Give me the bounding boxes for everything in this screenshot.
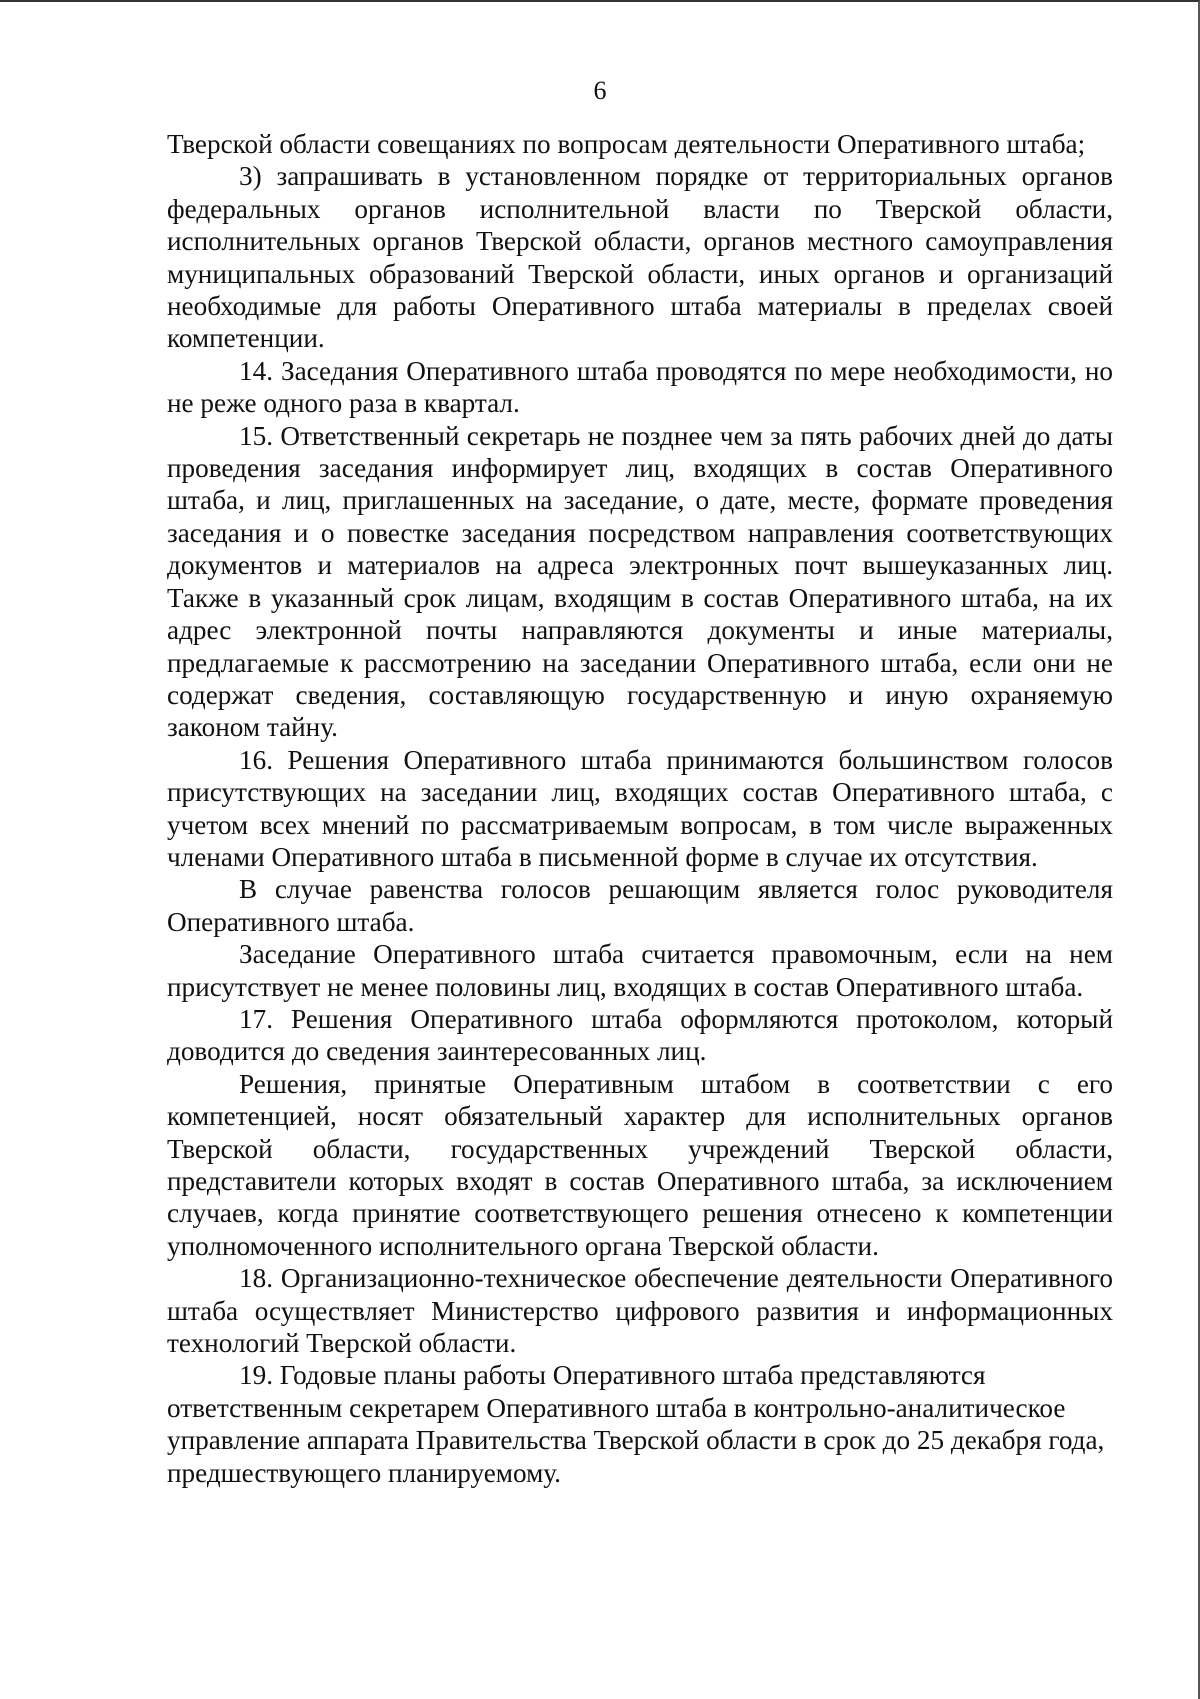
paragraph-16: 16. Решения Оперативного штаба принимаются большинством голосов присутствующих на заседании лиц, входящих состав Оперативного штаба, с учетом всех мнений по рассматриваемым вопросам, в том числе выраженных членами Оперативного штаба в письменной форме в случае их отсутствия. [167,744,1113,872]
paragraph-16-tie-vote: В случае равенства голосов решающим является голос руководителя Оперативного штаба. [167,874,1113,937]
paragraph-15: 15. Ответственный секретарь не позднее чем за пять рабочих дней до даты проведения заседания информирует лиц, входящих в состав Оперативного штаба, и лиц, приглашенных на заседание, о дате, месте, формате проведения заседания и о повестке заседания посредством направления соответствующих документов и материалов на адреса электронных почт вышеуказанных лиц. Также в указанный срок лицам, входящим в состав Оперативного штаба, на их адрес электронной почты направляются документы и иные материалы, предлагаемые к рассмотрению на заседании Оперативного штаба, если они не содержат сведения, составляющую государственную и иную охраняемую законом тайну. [167,420,1113,743]
paragraph-14: 14. Заседания Оперативного штаба проводятся по мере необходимости, но не реже одного раза в квартал. [167,355,1113,419]
document-body [167,128,1113,1489]
paragraph-17-decisions: Решения, принятые Оперативным штабом в соответствии с его компетенцией, носят обязательный характер для исполнительных органов Тверской области, государственных учреждений Тверской области, представители которых входят в состав Оперативного штаба, за исключением случаев, когда принятие соответствующего решения отнесено к компетенции уполномоченного исполнительного органа Тверской области. [167,1068,1113,1261]
paragraph-continuation: Тверской области совещаниях по вопросам деятельности Оперативного штаба; [167,129,1086,159]
page-number: 6 [593,76,607,105]
paragraph-19: 19. Годовые планы работы Оперативного штаба представляются ответственным секретарем Оперативного штаба в контрольно-аналитическое управление аппарата Правительства Тверской области в срок до 25 декабря года, предшествующего планируемому. [167,1360,1105,1488]
paragraph-item-3: 3) запрашивать в установленном порядке от территориальных органов федеральных органов исполнительной власти по Тверской области, исполнительных органов Тверской области, органов местного самоуправления муниципальных образований Тверской области, иных органов и организаций необходимые для работы Оперативного штаба материалы в пределах своей компетенции. [167,161,1113,354]
paragraph-18: 18. Организационно-техническое обеспечение деятельности Оперативного штаба осуществляет Министерство цифрового развития и информационных технологий Тверской области. [167,1263,1113,1359]
paragraph-17: 17. Решения Оперативного штаба оформляются протоколом, который доводится до сведения заинтересованных лиц. [167,1003,1113,1067]
paragraph-16-quorum: Заседание Оперативного штаба считается правомочным, если на нем присутствует не менее половины лиц, входящих в состав Оперативного штаба. [167,939,1113,1002]
